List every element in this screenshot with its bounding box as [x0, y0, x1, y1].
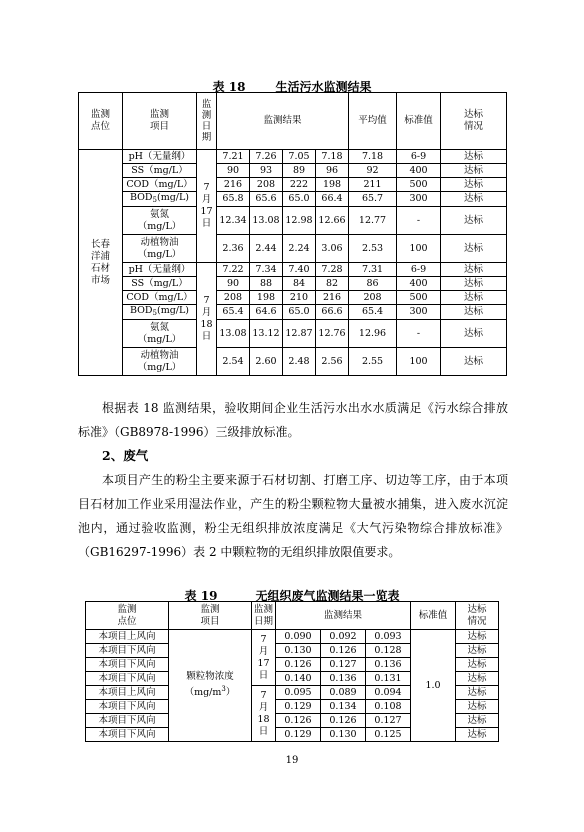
result-cell: 65.4: [217, 305, 250, 320]
page-number: 19: [285, 755, 299, 766]
item-cell: pH（无量纲）: [123, 263, 197, 277]
table-row: [79, 207, 507, 235]
compliance-cell: 达标: [456, 714, 499, 728]
result-cell: 0.093: [366, 630, 411, 644]
result-cell: 2.48: [283, 348, 316, 376]
result-cell: 0.095: [276, 686, 321, 700]
result-cell: 13.08: [250, 207, 283, 235]
result-cell: 198: [250, 291, 283, 305]
table-row: [79, 277, 507, 291]
result-cell: 12.34: [217, 207, 250, 235]
compliance-cell: 达标: [441, 207, 507, 235]
result-cell: 12.87: [283, 320, 316, 348]
result-cell: 0.130: [321, 728, 366, 742]
result-cell: 2.44: [250, 235, 283, 263]
item-cell: 动植物油 （mg/L）: [123, 348, 197, 376]
point-cell: 本项目下风向: [86, 644, 169, 658]
result-cell: 210: [283, 291, 316, 305]
compliance-cell: 达标: [456, 672, 499, 686]
average-cell: 65.7: [349, 192, 397, 207]
result-cell: 64.6: [250, 305, 283, 320]
header-results: 监测结果: [217, 93, 349, 150]
compliance-cell: 达标: [441, 192, 507, 207]
result-cell: 208: [250, 178, 283, 192]
result-cell: 12.66: [316, 207, 349, 235]
result-cell: 0.130: [276, 644, 321, 658]
result-cell: 0.108: [366, 700, 411, 714]
average-cell: 7.31: [349, 263, 397, 277]
compliance-cell: 达标: [456, 728, 499, 742]
result-cell: 12.98: [283, 207, 316, 235]
table-row: [79, 178, 507, 192]
result-cell: 7.22: [217, 263, 250, 277]
standard-cell: 100: [397, 235, 441, 263]
average-cell: 208: [349, 291, 397, 305]
date-cell: 7 月 17 日: [252, 630, 276, 686]
result-cell: 0.131: [366, 672, 411, 686]
item-cell: SS（mg/L）: [123, 164, 197, 178]
result-cell: 65.0: [283, 305, 316, 320]
average-cell: 92: [349, 164, 397, 178]
result-cell: 3.06: [316, 235, 349, 263]
result-cell: 7.18: [316, 150, 349, 164]
table-row: [79, 263, 507, 277]
standard-cell: 400: [397, 277, 441, 291]
result-cell: 89: [283, 164, 316, 178]
result-cell: 7.26: [250, 150, 283, 164]
location-cell: 长春 洋浦 石材 市场: [79, 150, 123, 376]
result-cell: 0.126: [321, 644, 366, 658]
average-cell: 2.53: [349, 235, 397, 263]
compliance-cell: 达标: [456, 630, 499, 644]
result-cell: 0.140: [276, 672, 321, 686]
table19-title: 无组织废气监测结果一览表: [255, 589, 400, 603]
result-cell: 2.36: [217, 235, 250, 263]
result-cell: 0.129: [276, 700, 321, 714]
result-cell: 2.56: [316, 348, 349, 376]
result-cell: 0.127: [321, 658, 366, 672]
standard-cell: 6-9: [397, 263, 441, 277]
result-cell: 0.092: [321, 630, 366, 644]
result-cell: 216: [316, 291, 349, 305]
result-cell: 222: [283, 178, 316, 192]
table-row: [79, 291, 507, 305]
item-cell: 氨氮 （mg/L）: [123, 207, 197, 235]
result-cell: 2.24: [283, 235, 316, 263]
header-average: 平均值: [349, 93, 397, 150]
result-cell: 82: [316, 277, 349, 291]
table18-title: 生活污水监测结果: [275, 80, 372, 94]
item-cell: 氨氮 （mg/L）: [123, 320, 197, 348]
compliance-cell: 达标: [441, 263, 507, 277]
compliance-cell: 达标: [456, 700, 499, 714]
item-cell: 颗粒物浓度 $(mg/m^3)$: [169, 630, 252, 742]
item-cell: SS（mg/L）: [123, 277, 197, 291]
standard-cell: 500: [397, 178, 441, 192]
table-row: [79, 164, 507, 178]
compliance-cell: 达标: [441, 150, 507, 164]
result-cell: 7.34: [250, 263, 283, 277]
result-cell: 7.40: [283, 263, 316, 277]
point-cell: 本项目下风向: [86, 658, 169, 672]
result-cell: 0.126: [321, 714, 366, 728]
standard-cell: 300: [397, 192, 441, 207]
result-cell: 93: [250, 164, 283, 178]
item-cell: COD（mg/L）: [123, 178, 197, 192]
result-cell: 0.127: [366, 714, 411, 728]
result-cell: 0.126: [276, 658, 321, 672]
result-cell: 65.6: [250, 192, 283, 207]
compliance-cell: 达标: [441, 348, 507, 376]
result-cell: 0.126: [276, 714, 321, 728]
compliance-cell: 达标: [441, 320, 507, 348]
result-cell: 65.0: [283, 192, 316, 207]
result-cell: 90: [217, 277, 250, 291]
result-cell: 2.54: [217, 348, 250, 376]
compliance-cell: 达标: [441, 291, 507, 305]
result-cell: 90: [217, 164, 250, 178]
standard-cell: 100: [397, 348, 441, 376]
result-cell: 0.129: [276, 728, 321, 742]
point-cell: 本项目上风向: [86, 686, 169, 700]
header-standard: 标准值: [411, 602, 456, 630]
header-point: 监测 点位: [86, 602, 169, 630]
result-cell: 66.4: [316, 192, 349, 207]
header-results: 监测结果: [276, 602, 411, 630]
compliance-cell: 达标: [456, 658, 499, 672]
item-cell: 动植物油 （mg/L）: [123, 235, 197, 263]
table-row: [79, 348, 507, 376]
average-cell: 2.55: [349, 348, 397, 376]
average-cell: 12.77: [349, 207, 397, 235]
average-cell: 86: [349, 277, 397, 291]
table18-number: 表 18: [212, 80, 246, 94]
header-date: 监 测 日 期: [197, 93, 217, 150]
compliance-cell: 达标: [441, 178, 507, 192]
result-cell: 216: [217, 178, 250, 192]
compliance-cell: 达标: [456, 686, 499, 700]
table-row: [79, 320, 507, 348]
item-cell: $BOD_5(mg/L)$: [123, 192, 197, 207]
result-cell: 13.12: [250, 320, 283, 348]
section-heading-exhaust: 2、废气: [102, 448, 149, 463]
header-compliance: 达标 情况: [441, 93, 507, 150]
paragraph-exhaust-description: 本项目产生的粉尘主要来源于石材切割、打磨工序、切边等工序，由于本项目石材加工作业采用湿法作业，产生的粉尘颗粒物大量被水捕集，进入废水沉淀池内，通过验收监测，粉尘无组织排放浓度满足《大气污染物综合排放标准》（GB16297-1996）表 2 中颗粒物的无组织排放限值要求。: [78, 473, 508, 559]
result-cell: 7.05: [283, 150, 316, 164]
standard-cell: 1.0: [411, 630, 456, 742]
result-cell: 84: [283, 277, 316, 291]
table-row: [79, 150, 507, 164]
result-cell: 65.8: [217, 192, 250, 207]
result-cell: 0.134: [321, 700, 366, 714]
header-item: 监测 项目: [123, 93, 197, 150]
item-cell: COD（mg/L）: [123, 291, 197, 305]
average-cell: 7.18: [349, 150, 397, 164]
point-cell: 本项目下风向: [86, 700, 169, 714]
result-cell: 0.136: [366, 658, 411, 672]
paragraph-table18-conclusion: 根据表 18 监测结果，验收期间企业生活污水出水水质满足《污水综合排放标准》（GB8978-1996）三级排放标准。: [78, 401, 508, 439]
result-cell: 88: [250, 277, 283, 291]
result-cell: 66.6: [316, 305, 349, 320]
result-cell: 12.76: [316, 320, 349, 348]
compliance-cell: 达标: [456, 644, 499, 658]
compliance-cell: 达标: [441, 305, 507, 320]
item-cell: $BOD_5(mg/L)$: [123, 305, 197, 320]
result-cell: 2.60: [250, 348, 283, 376]
compliance-cell: 达标: [441, 235, 507, 263]
standard-cell: -: [397, 320, 441, 348]
result-cell: 0.094: [366, 686, 411, 700]
average-cell: 211: [349, 178, 397, 192]
header-point: 监测 点位: [79, 93, 123, 150]
result-cell: 0.125: [366, 728, 411, 742]
table-row: [79, 305, 507, 320]
result-cell: 7.21: [217, 150, 250, 164]
header-compliance: 达标 情况: [456, 602, 499, 630]
header-standard: 标准值: [397, 93, 441, 150]
point-cell: 本项目上风向: [86, 630, 169, 644]
result-cell: 198: [316, 178, 349, 192]
standard-cell: 6-9: [397, 150, 441, 164]
result-cell: 7.28: [316, 263, 349, 277]
header-date: 监测 日期: [252, 602, 276, 630]
average-cell: 65.4: [349, 305, 397, 320]
fugitive-emission-table: [85, 601, 499, 742]
standard-cell: 400: [397, 164, 441, 178]
average-cell: 12.96: [349, 320, 397, 348]
compliance-cell: 达标: [441, 277, 507, 291]
result-cell: 0.128: [366, 644, 411, 658]
result-cell: 0.089: [321, 686, 366, 700]
result-cell: 208: [217, 291, 250, 305]
wastewater-monitoring-table: [78, 92, 507, 376]
point-cell: 本项目下风向: [86, 728, 169, 742]
standard-cell: 500: [397, 291, 441, 305]
point-cell: 本项目下风向: [86, 672, 169, 686]
date-cell: 7 月 17 日: [197, 150, 217, 263]
table-row: [79, 192, 507, 207]
result-cell: 96: [316, 164, 349, 178]
table-row: [79, 235, 507, 263]
table-row: [86, 630, 499, 644]
result-cell: 0.136: [321, 672, 366, 686]
compliance-cell: 达标: [441, 164, 507, 178]
point-cell: 本项目下风向: [86, 714, 169, 728]
standard-cell: 300: [397, 305, 441, 320]
item-cell: pH（无量纲）: [123, 150, 197, 164]
date-cell: 7 月 18 日: [197, 263, 217, 376]
table19-number: 表 19: [184, 589, 218, 603]
result-cell: 13.08: [217, 320, 250, 348]
date-cell: 7 月 18 日: [252, 686, 276, 742]
standard-cell: -: [397, 207, 441, 235]
result-cell: 0.090: [276, 630, 321, 644]
header-item: 监测 项目: [169, 602, 252, 630]
